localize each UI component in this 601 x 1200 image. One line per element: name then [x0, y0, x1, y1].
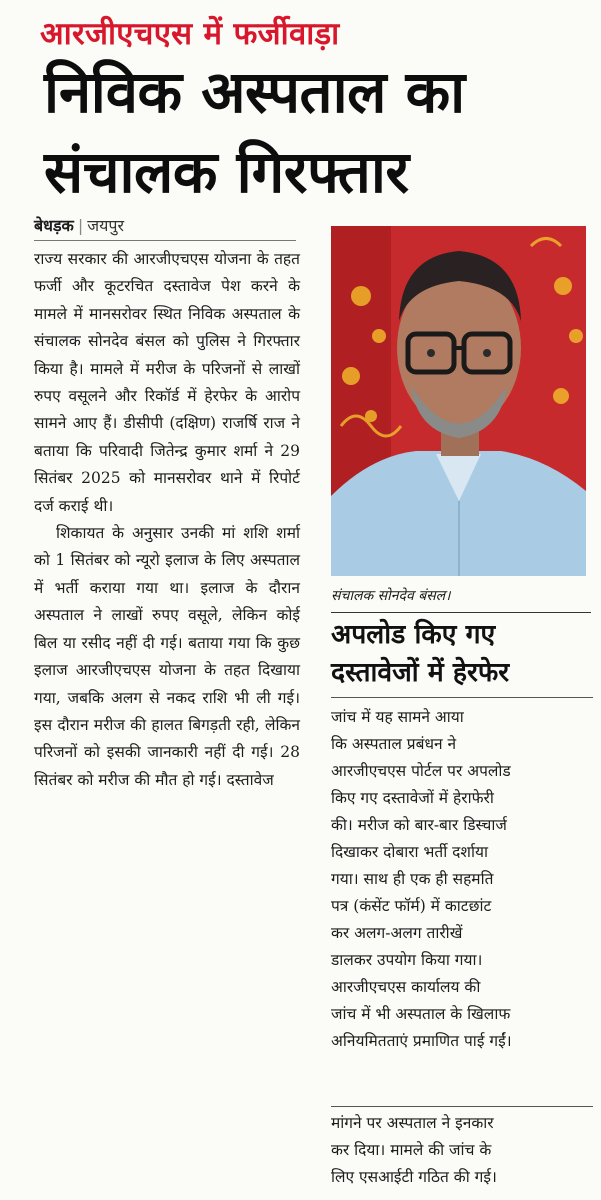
- right-article-column: [331, 704, 593, 1055]
- byline-separator: |: [77, 216, 84, 235]
- accused-photo: [331, 226, 586, 576]
- article-line: आरजीएचएस पोर्टल पर अपलोड: [331, 762, 511, 780]
- article-line: गया। साथ ही एक ही सहमति: [331, 870, 494, 888]
- headline-line-2: संचालक गिरफ्तार: [44, 138, 409, 206]
- photo-caption: संचालक सोनदेव बंसल।: [331, 588, 451, 604]
- subhead-line-1: अपलोड किए गए: [331, 619, 496, 650]
- byline-source: बेधड़क: [34, 216, 74, 235]
- kicker-headline: आरजीएचएस में फर्जीवाड़ा: [40, 16, 340, 52]
- article-line: की। मरीज को बार-बार डिस्चार्ज: [331, 816, 507, 834]
- article-line: जांच में भी अस्पताल के खिलाफ: [331, 1005, 511, 1023]
- article-line: किए गए दस्तावेजों में हेराफेरी: [331, 789, 494, 807]
- article-line: पत्र (कंसेंट फॉर्म) में काटछांट: [331, 897, 492, 915]
- article-paragraph-1: राज्य सरकार की आरजीएचएस योजना के तहत फर्जी और कूटरचित दस्तावेज पेश करने के मामले में मानसरोवर स्थित निविक अस्पताल के संचालक सोनदेव बंसल को पुलिस ने गिरफ्तार किया है। मामले में मरीज के परिजनों से लाखों रुपए वसूलने और रिकॉर्ड में हेरफेर के आरोप सामने आए हैं। डीसीपी (दक्षिण) राजर्षि राज ने बताया कि परिवादी जितेन्द्र कुमार शर्मा ने 29 सितंबर 2025 को मानसरोवर थाने में रिपोर्ट दर्ज कराई थी।: [34, 250, 300, 515]
- portrait-illustration: [331, 226, 586, 576]
- article-line: कि अस्पताल प्रबंधन ने: [331, 735, 457, 753]
- main-headline: [44, 52, 594, 212]
- right-article-continuation: [331, 1110, 593, 1191]
- article-line: जांच में यह सामने आया: [331, 708, 464, 726]
- subhead-line-2: दस्तावेजों में हेरफेर: [331, 657, 510, 688]
- article-line: आरजीएचएस कार्यालय की: [331, 978, 481, 996]
- article-line: डालकर उपयोग किया गया।: [331, 951, 483, 969]
- left-article-column: [34, 246, 300, 794]
- article-line: अनियमितताएं प्रमाणित पाई गईं।: [331, 1032, 512, 1050]
- column-divider-rule: [331, 1106, 593, 1107]
- article-line: दिखाकर दोबारा भर्ती दर्शाया: [331, 843, 488, 861]
- headline-line-1: निविक अस्पताल का: [44, 58, 465, 126]
- article-line: मांगने पर अस्पताल ने इनकार: [331, 1114, 494, 1132]
- byline: [34, 214, 124, 236]
- caption-rule: [331, 612, 591, 613]
- byline-rule: [34, 240, 296, 241]
- article-line: लिए एसआईटी गठित की गई।: [331, 1168, 497, 1186]
- article-paragraph-2: शिकायत के अनुसार उनकी मां शशि शर्मा को 1 सितंबर को न्यूरो इलाज के लिए अस्पताल में भर्ती कराया गया था। इलाज के दौरान अस्पताल ने लाखों रुपए वसूले, लेकिन कोई बिल या रसीद नहीं दी गई। बताया गया कि कुछ इलाज आरजीएचएस योजना के तहत दिखाया गया, जबकि अलग से नकद राशि भी ली गई। इस दौरान मरीज की हालत बिगड़ती रही, लेकिन परिजनों को इसकी जानकारी नहीं दी गई। 28 सितंबर को मरीज की मौत हो गई। दस्तावेज: [34, 524, 300, 789]
- article-line: कर अलग-अलग तारीखें: [331, 924, 463, 942]
- subheadline: [331, 616, 593, 692]
- article-line: कर दिया। मामले की जांच के: [331, 1141, 492, 1159]
- byline-city: जयपुर: [87, 216, 125, 235]
- subhead-rule: [331, 697, 593, 698]
